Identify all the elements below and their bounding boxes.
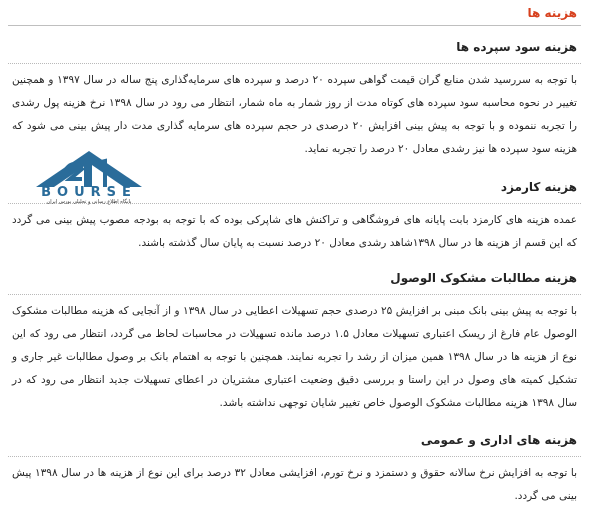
section-divider	[8, 456, 581, 457]
section-divider	[8, 63, 581, 64]
section-text-commission: عمده هزینه های کارمزد بابت پایانه های فروشگاهی و تراکنش های شاپرکی بوده که با توجه به بودجه مصوب پیش بینی می گردد که این قسم از هزینه ها در سال ۱۳۹۸شاهد رشدی معادل ۲۰ درصد نسبت به پایان سال گذشته باشند.	[12, 214, 577, 249]
title-divider	[8, 25, 581, 26]
section-title-doubtful-receivables: هزینه مطالبات مشکوک الوصول	[390, 271, 577, 285]
bourse-logo	[14, 147, 164, 205]
section-text-doubtful-receivables: با توجه به پیش بینی بانک مبنی بر افزایش ۲۵ درصدی حجم تسهیلات اعطایی در سال ۱۳۹۸ و از آنجایی که هزینه مطالبات مشکوک الوصول عام فارغ از ریسک اعتباری تسهیلات معادل ۱.۵ درصد مانده تسهیلات در محاسبات لحاظ می گردد، انتظار می رود که این نوع از هزینه ها در سال ۱۳۹۸ همین میزان از رشد را تجربه نمایند. همچنین با توجه به اهتمام بانک بر وصول مطالبات غیر جاری و تشکیل کمیته های وصول در این راستا و بررسی دقیق وضعیت اعتباری مشتریان در اعطای تسهیلات جدید انتظار می رود که در سال ۱۳۹۸ هزینه مطالبات مشکوک الوصول خاص تغییر شایان توجهی نداشته باشد.	[12, 305, 577, 409]
page-title: هزینه ها	[527, 6, 577, 20]
logo-wordmark: BOURSE	[41, 185, 137, 200]
section-title-administrative: هزینه های اداری و عمومی	[420, 433, 577, 447]
bourse-logo-mark	[14, 147, 164, 187]
section-title-deposit-interest: هزینه سود سپرده ها	[456, 40, 577, 54]
section-text-administrative: با توجه به افزایش نرخ سالانه حقوق و دستمزد و نرخ تورم، افزایشی معادل ۳۲ درصد برای این نوع از هزینه ها در سال ۱۳۹۸ پیش بینی می گردد.	[12, 467, 577, 502]
section-text-deposit-interest: با توجه به سررسید شدن منابع گران قیمت گواهی سپرده ۲۰ درصد و سپرده های سرمایه‌گذاری پنج ساله در سال ۱۳۹۷ و همچنین تغییر در نحوه محاسبه سود سپرده های کوتاه مدت از روز شمار به ماه شمار، انتظار می رود در سال ۱۳۹۸ نرخ هزینه پول رشدی را تجربه ننموده و با توجه به پیش بینی افزایش ۲۰ درصدی در حجم سپرده های سرمایه گذاری مدت دار پیش بینی می شود که هزینه سود سپرده ها نیز رشدی معادل ۲۰ درصد را تجربه نماید.	[12, 74, 578, 155]
section-title-commission: هزینه کارمزد	[500, 180, 577, 194]
logo-tagline: پایگاه اطلاع رسانی و تحلیلی بورس ایران	[46, 199, 132, 205]
section-divider	[8, 294, 581, 295]
